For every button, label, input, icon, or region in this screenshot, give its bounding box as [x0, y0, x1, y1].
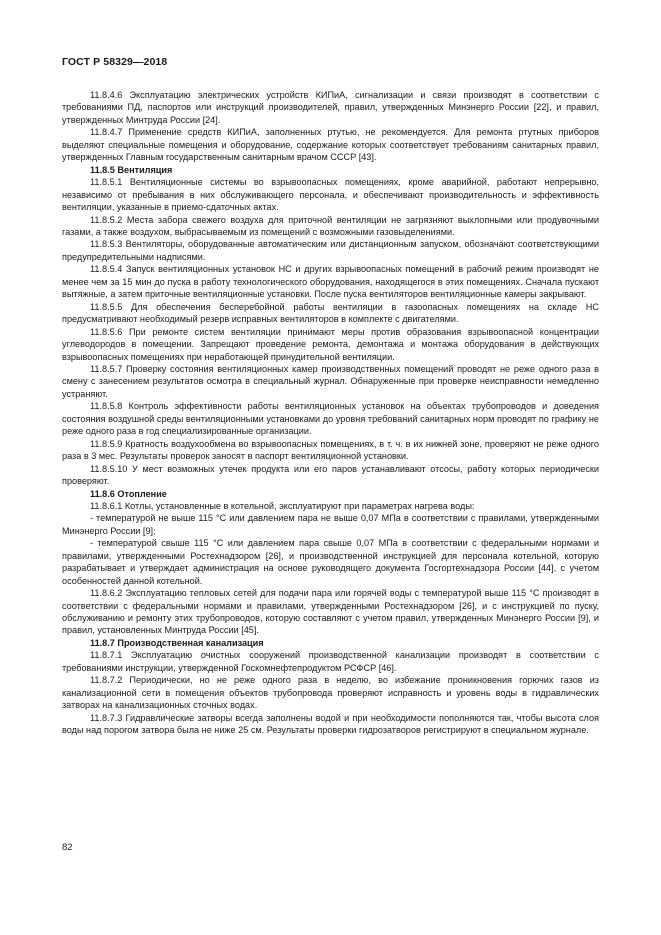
- paragraph: 11.8.4.6 Эксплуатацию электрических устройств КИПиА, сигнализации и связи производят в соответствии с требованиями ПД, паспортов или инструкций производителей, правил, утвержденных Минэнерго России [22], и правил, утвержденных Минтруда России [24].: [62, 90, 599, 125]
- paragraph: 11.8.5.2 Места забора свежего воздуха для приточной вентиляции не загрязняют выхлопными или продувочными газами, а также воздухом, выбрасываемым из помещений с возможными газовыделениями.: [62, 214, 599, 237]
- paragraph: 11.8.7.1 Эксплуатацию очистных сооружений производственной канализации производят в соответствии с требованиями инструкции, утвержденной Госкомнефтепродуктом РСФСР [46].: [62, 650, 599, 673]
- document-body: [62, 89, 599, 737]
- paragraph: 11.8.5.1 Вентиляционные системы во взрывоопасных помещениях, кроме аварийной, работают непрерывно, независимо от пребывания в них обслуживающего персонала, и обеспечивают производительность и эффективность вентиляции, указанные в приемо-сдаточных актах.: [62, 177, 599, 213]
- paragraph: 11.8.5.3 Вентиляторы, оборудованные автоматическим или дистанционным запуском, обозначают соответствующими предупредительными надписями.: [62, 239, 599, 262]
- document-header: ГОСТ Р 58329—2018: [62, 56, 168, 68]
- paragraph: 11.8.5.6 При ремонте систем вентиляции принимают меры против образования взрывоопасной концентрации углеводородов в помещении. Запрещают проведение ремонта, демонтажа и монтажа оборудования в действующих взрывоопасных помещениях при неработающей принудительной вентиляции.: [62, 326, 599, 362]
- section-heading: 11.8.6 Отопление: [90, 488, 167, 499]
- paragraph: 11.8.4.7 Применение средств КИПиА, заполненных ртутью, не рекомендуется. Для ремонта ртутных приборов выделяют специальные помещения и оборудование, содержание которых соответствует требованиям санитарных правил, утвержденных Главным государственным санитарным врачом СССР [43].: [62, 127, 599, 163]
- list-item: - температурой не выше 115 °С или давлением пара не выше 0,07 МПа в соответствии с правилами, утвержденными Минэнерго России [9];: [62, 513, 599, 536]
- paragraph: 11.8.5.7 Проверку состояния вентиляционных камер производственных помещений проводят не реже одного раза в смену с занесением результатов осмотра в специальный журнал. Обнаруженные при проверке неисправности немедленно устраняют.: [62, 363, 599, 399]
- page-number: 82: [62, 842, 73, 853]
- paragraph: 11.8.5.9 Кратность воздухообмена во взрывоопасных помещениях, в т. ч. в их нижней зоне, проверяют не реже одного раза в 3 мес. Результаты проверок заносят в паспорт вентиляционной установки.: [62, 438, 599, 462]
- section-heading: 11.8.7 Производственная канализация: [90, 637, 264, 648]
- paragraph: 11.8.5.10 У мест возможных утечек продукта или его паров устанавливают отсосы, работу которых периодически проверяют.: [62, 463, 599, 487]
- paragraph: 11.8.5.4 Запуск вентиляционных установок НС и других взрывоопасных помещений в рабочий режим производят не менее чем за 15 мин до пуска в работу технологического оборудования, находящегося в этих помещениях. Сначала пускают вытяжные, а затем приточные вентиляционные установки. После пуска вентиляторов вентиляционные камеры закрывают.: [62, 264, 599, 300]
- paragraph: 11.8.7.2 Периодически, но не реже одного раза в неделю, во избежание проникновения горючих газов из канализационной сети в помещения объектов трубопровода проверяют исправность и уровень воды в гидравлических затворах на канализационных сточных водах.: [62, 675, 599, 711]
- list-item: - температурой свыше 115 °С или давлением пара свыше 0,07 МПа в соответствии с федеральными нормами и правилами, утвержденными Ростехнадзором [26], и производственной инструкцией для персонала котельной, которую разрабатывает и утверждает администрация на основе руководящего документа Госгортехнадзора России [44], с учетом особенностей данной котельной.: [62, 538, 599, 586]
- paragraph: 11.8.6.1 Котлы, установленные в котельной, эксплуатируют при параметрах нагрева воды:: [90, 500, 475, 511]
- paragraph: 11.8.6.2 Эксплуатацию тепловых сетей для подачи пара или горячей воды с температурой выше 115 °С производят в соответствии с федеральными нормами и правилами, утвержденными Ростехнадзором [26], и с инструкцией по пуску, обслуживанию и ремонту этих трубопроводов, которую составляют с учетом правил, утвержденных Минэнерго России [9], и правил, установленных Минтруда России [45].: [62, 588, 599, 636]
- section-heading: 11.8.5 Вентиляция: [90, 164, 173, 175]
- paragraph: 11.8.7.3 Гидравлические затворы всегда заполнены водой и при необходимости пополняются так, чтобы высота слоя воды над порогом затвора была не ниже 25 см. Результаты проверки гидрозатворов регистрируют в специальном журнале.: [62, 712, 599, 736]
- paragraph: 11.8.5.8 Контроль эффективности работы вентиляционных установок на объектах трубопроводов и доведения состояния воздушной среды вентиляционными установками до уровня требований санитарных норм проводят по графику не реже одного раза в год специализированные организации.: [62, 401, 599, 437]
- paragraph: 11.8.5.5 Для обеспечения бесперебойной работы вентиляции в газоопасных помещениях на складе НС предусматривают необходимый резерв исправных вентиляторов в комплекте с двигателями.: [62, 301, 599, 325]
